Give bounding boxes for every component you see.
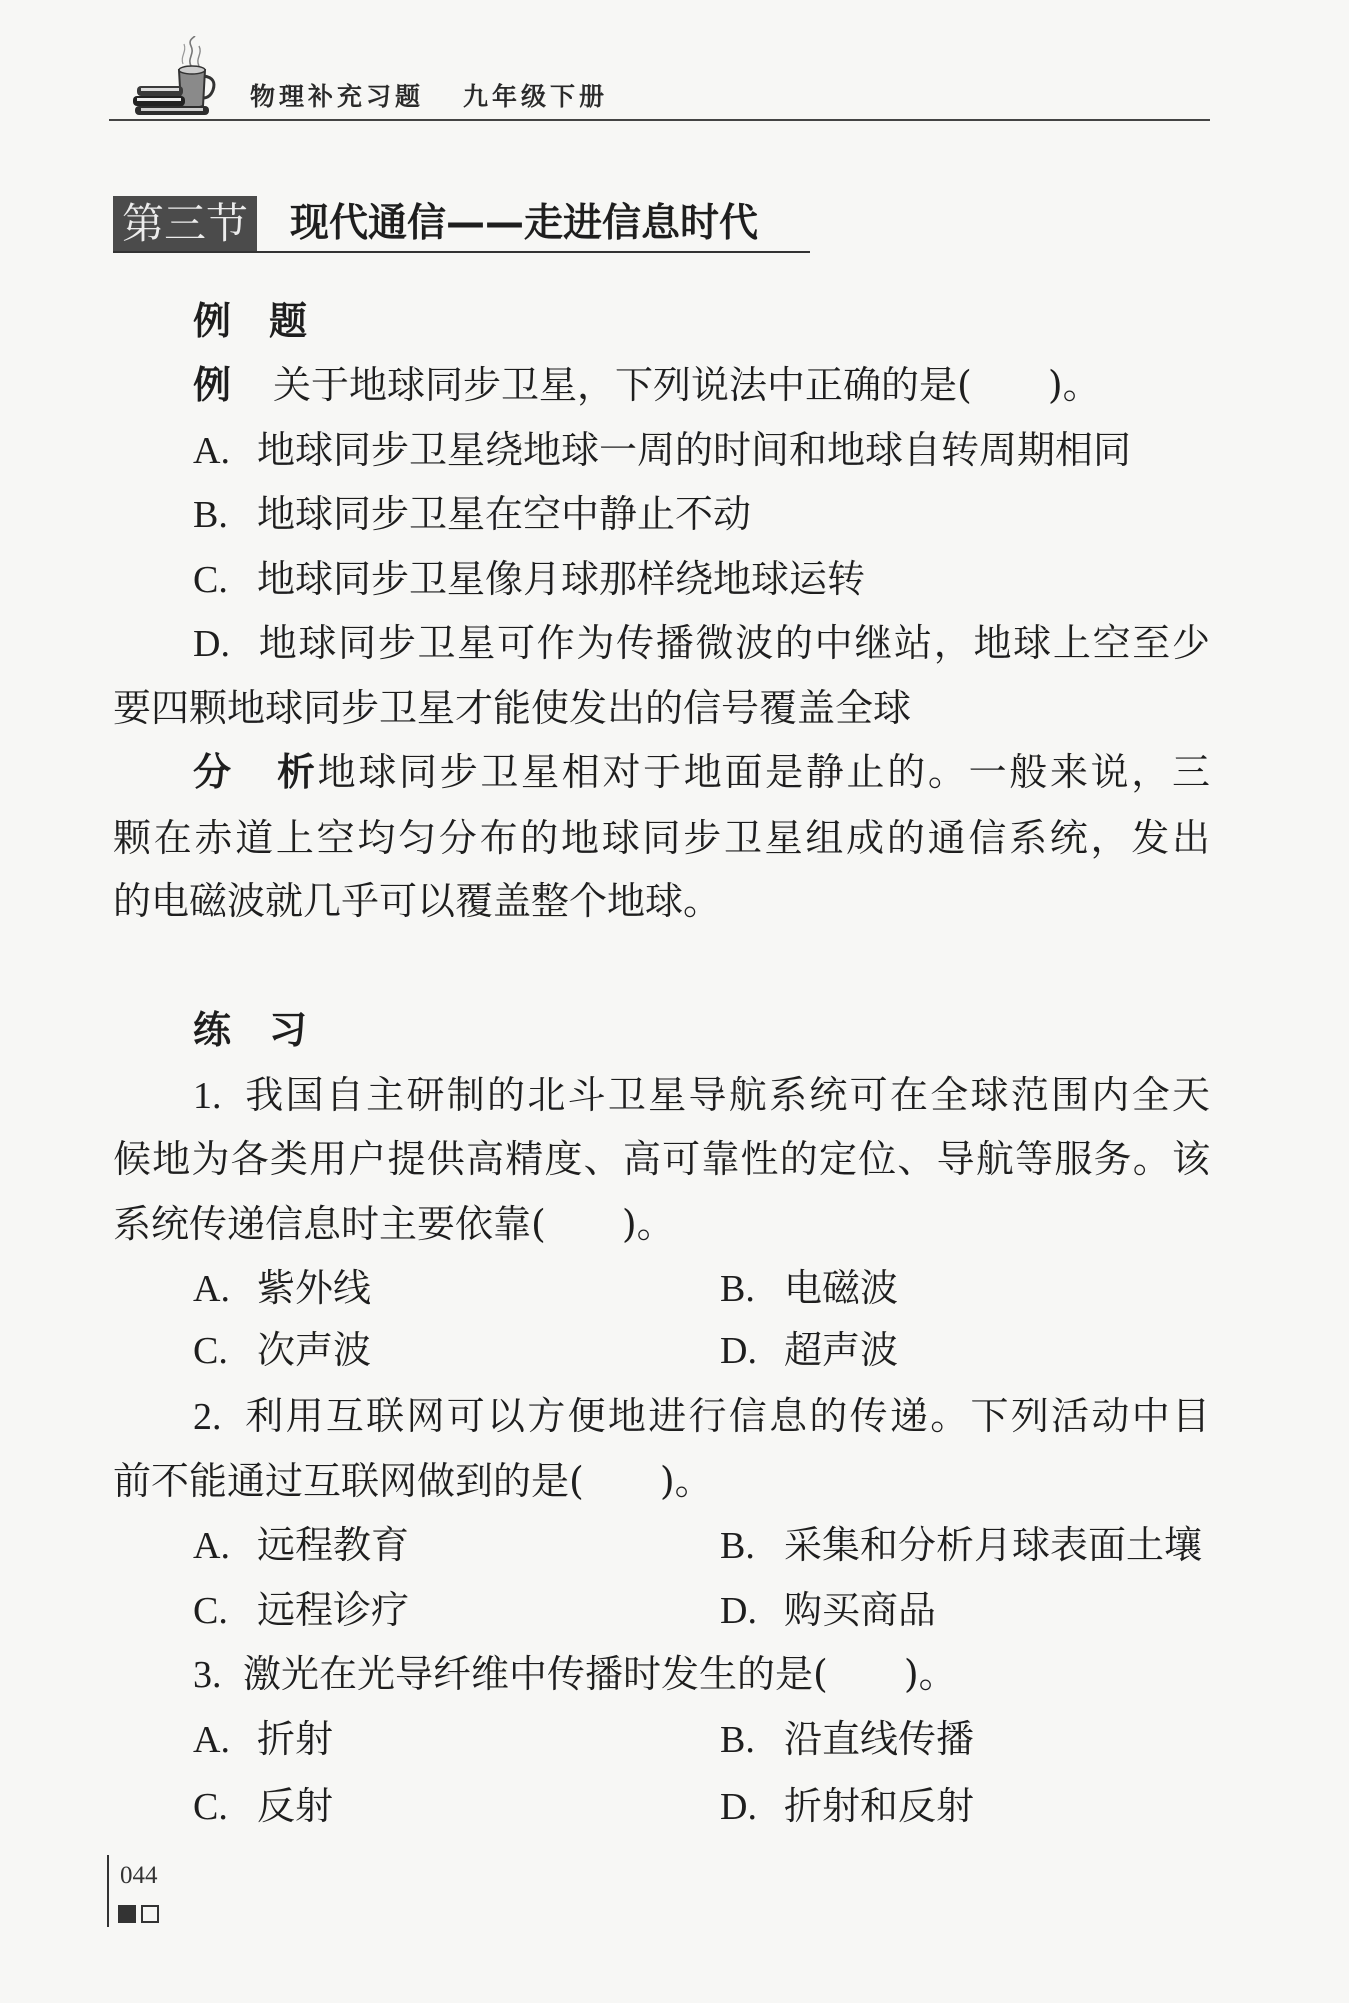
analysis-line-1 (193, 740, 1210, 804)
option-label: C. (193, 1590, 228, 1632)
option-text: 地球同步卫星可作为传播微波的中继站，地球上空至少 (257, 621, 1210, 665)
example-heading: 例 题 (193, 299, 308, 343)
filled-square-mark (118, 1905, 136, 1923)
question-2-line-2: 前不能通过互联网做到的是( )。 (113, 1459, 713, 1503)
option-text: 购买商品 (784, 1588, 937, 1632)
question-2-option-b (720, 1513, 1202, 1577)
question-number: 2. (193, 1396, 222, 1438)
empty-square-mark (141, 1905, 159, 1923)
question-2-option-c (193, 1578, 409, 1642)
analysis-text: 地球同步卫星相对于地面是静止的。一般来说，三 (315, 750, 1210, 794)
section-title: 现代通信——走进信息时代 (290, 201, 759, 246)
option-label: A. (193, 1719, 230, 1761)
books-and-mug-icon (133, 36, 223, 118)
book-series-title: 物理补充习题 (250, 82, 425, 111)
option-label: D. (720, 1590, 757, 1632)
analysis-label: 分析 (193, 750, 315, 794)
question-2-option-a (193, 1513, 409, 1577)
section-number-badge: 第三节 (113, 196, 257, 251)
option-text: 折射 (257, 1717, 334, 1761)
option-text: 反射 (257, 1784, 334, 1828)
question-3-line-1 (193, 1642, 1210, 1706)
example-option-d-continued: 要四颗地球同步卫星才能使发出的信号覆盖全球 (113, 686, 912, 730)
option-label: A. (193, 430, 230, 472)
question-text: 我国自主研制的北斗卫星导航系统可在全球范围内全天 (243, 1073, 1210, 1117)
option-text: 地球同步卫星绕地球一周的时间和地球自转周期相同 (257, 428, 1132, 472)
option-text: 地球同步卫星像月球那样绕地球运转 (257, 557, 866, 601)
option-label: A. (193, 1268, 230, 1310)
question-2-line-1 (193, 1384, 1210, 1448)
example-stem (193, 353, 1210, 417)
example-stem-text: 关于地球同步卫星，下列说法中正确的是( )。 (273, 363, 1101, 407)
option-label: A. (193, 1525, 230, 1567)
question-1-line-2: 候地为各类用户提供高精度、高可靠性的定位、导航等服务。该 (113, 1137, 1210, 1181)
header-rule (109, 119, 1210, 121)
question-3-option-b (720, 1707, 974, 1771)
question-3-option-a (193, 1707, 333, 1771)
option-label: B. (720, 1719, 755, 1761)
option-text: 紫外线 (257, 1266, 372, 1310)
option-text: 地球同步卫星在空中静止不动 (257, 492, 752, 536)
example-option-c (193, 547, 1210, 611)
question-1-option-a (193, 1256, 371, 1320)
question-number: 3. (193, 1654, 222, 1696)
option-label: D. (720, 1786, 757, 1828)
option-label: B. (720, 1525, 755, 1567)
option-text: 次声波 (257, 1328, 372, 1372)
option-text: 沿直线传播 (784, 1717, 975, 1761)
question-1-option-d (720, 1318, 898, 1382)
option-text: 远程诊疗 (257, 1588, 410, 1632)
analysis-line-3: 的电磁波就几乎可以覆盖整个地球。 (113, 879, 722, 923)
option-text: 超声波 (784, 1328, 899, 1372)
option-label: C. (193, 1786, 228, 1828)
option-label: B. (193, 494, 228, 536)
question-text: 利用互联网可以方便地进行信息的传递。下列活动中目 (243, 1394, 1210, 1438)
section-title-rule (113, 251, 810, 253)
option-text: 采集和分析月球表面土壤 (784, 1523, 1203, 1567)
example-option-d (193, 611, 1210, 675)
question-3-option-c (193, 1774, 333, 1838)
example-option-a (193, 418, 1210, 482)
option-label: D. (720, 1330, 757, 1372)
example-label: 例 (193, 363, 232, 407)
question-1-line-1 (193, 1063, 1210, 1127)
example-option-b (193, 482, 1210, 546)
question-text: 激光在光导纤维中传播时发生的是( )。 (243, 1652, 957, 1696)
option-label: D. (193, 623, 230, 665)
question-number: 1. (193, 1075, 222, 1117)
page-number-rule (107, 1855, 109, 1927)
practice-heading: 练 习 (193, 1008, 308, 1052)
analysis-line-2: 颗在赤道上空均匀分布的地球同步卫星组成的通信系统，发出 (113, 816, 1210, 860)
question-1-option-b (720, 1256, 898, 1320)
option-text: 远程教育 (257, 1523, 410, 1567)
question-1-option-c (193, 1318, 371, 1382)
question-1-line-3: 系统传递信息时主要依靠( )。 (113, 1202, 675, 1246)
question-3-option-d (720, 1774, 974, 1838)
option-label: C. (193, 559, 228, 601)
question-2-option-d (720, 1578, 936, 1642)
option-text: 折射和反射 (784, 1784, 975, 1828)
option-text: 电磁波 (784, 1266, 899, 1310)
option-label: B. (720, 1268, 755, 1310)
option-label: C. (193, 1330, 228, 1372)
page-number: 044 (120, 1862, 158, 1889)
book-volume: 九年级下册 (463, 82, 609, 111)
